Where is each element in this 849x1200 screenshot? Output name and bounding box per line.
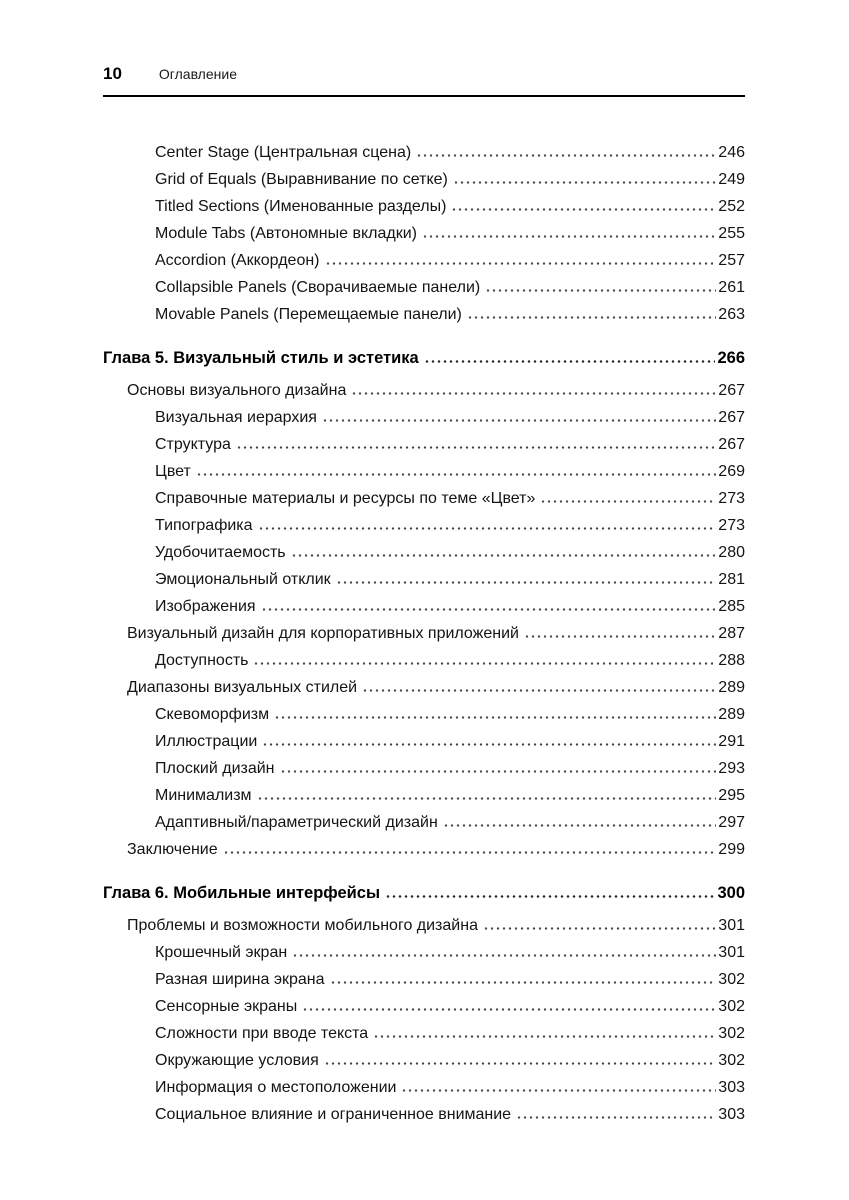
- toc-entry-title: Titled Sections (Именованные разделы): [155, 198, 447, 215]
- toc-entry-page: 301: [718, 917, 745, 934]
- toc-entry: [103, 377, 745, 404]
- toc-entry-page: 267: [718, 436, 745, 453]
- toc-entry: [103, 1101, 745, 1128]
- toc-entry-page: 291: [718, 733, 745, 750]
- toc-entry-page: 263: [718, 306, 745, 323]
- toc-entry: [103, 728, 745, 755]
- toc-entry-page: 293: [718, 760, 745, 777]
- toc-entry-title: Удобочитаемость: [155, 544, 286, 561]
- toc-entry-page: 269: [718, 463, 745, 480]
- toc-entry-title: Эмоциональный отклик: [155, 571, 331, 588]
- toc-entry-title: Module Tabs (Автономные вкладки): [155, 225, 417, 242]
- toc-entry: [103, 620, 745, 647]
- toc-entry-page: 288: [718, 652, 745, 669]
- toc-entry-page: 289: [718, 706, 745, 723]
- toc-entry-title: Справочные материалы и ресурсы по теме «Цвет»: [155, 490, 536, 507]
- toc-entry-page: 297: [718, 814, 745, 831]
- toc-entry: [103, 301, 745, 328]
- dot-leader: [401, 1089, 716, 1092]
- toc-entry-page: 252: [718, 198, 745, 215]
- toc-entry-title: Визуальная иерархия: [155, 409, 317, 426]
- toc-entry: [103, 880, 745, 907]
- toc-entry-page: 246: [718, 144, 745, 161]
- toc-entry-title: Типографика: [155, 517, 253, 534]
- toc-entry: [103, 966, 745, 993]
- toc-entry: [103, 539, 745, 566]
- dot-leader: [291, 554, 717, 557]
- dot-leader: [330, 981, 717, 984]
- dot-leader: [422, 235, 716, 238]
- toc-entry-title: Глава 5. Визуальный стиль и эстетика: [103, 349, 419, 367]
- dot-leader: [362, 689, 716, 692]
- toc-entry-title: Социальное влияние и ограниченное внимание: [155, 1106, 512, 1123]
- toc-entry-page: 303: [718, 1079, 745, 1096]
- toc-entry-page: 285: [718, 598, 745, 615]
- dot-leader: [451, 208, 716, 211]
- toc-entry-page: 289: [718, 679, 745, 696]
- dot-leader: [257, 797, 717, 800]
- running-header-title: Оглавление: [158, 66, 237, 82]
- dot-leader: [336, 581, 717, 584]
- dot-leader: [324, 1062, 717, 1065]
- toc-entry-title: Минимализм: [155, 787, 252, 804]
- dot-leader: [453, 181, 716, 184]
- dot-leader: [351, 392, 716, 395]
- toc-entry-page: 281: [718, 571, 745, 588]
- dot-leader: [524, 635, 716, 638]
- dot-leader: [236, 446, 716, 449]
- dot-leader: [424, 360, 716, 363]
- toc-entry-title: Accordion (Аккордеон): [155, 252, 320, 269]
- toc-entry-page: 301: [718, 944, 745, 961]
- dot-leader: [540, 500, 716, 503]
- toc-entry-page: 249: [718, 171, 745, 188]
- dot-leader: [485, 289, 716, 292]
- dot-leader: [261, 608, 717, 611]
- dot-leader: [292, 954, 716, 957]
- toc-entry-page: 295: [718, 787, 745, 804]
- toc-entry: [103, 939, 745, 966]
- dot-leader: [258, 527, 717, 530]
- toc-entry-page: 267: [718, 409, 745, 426]
- dot-leader: [373, 1035, 716, 1038]
- toc-entry: [103, 912, 745, 939]
- toc-entry: [103, 220, 745, 247]
- toc-entry-page: 255: [718, 225, 745, 242]
- dot-leader: [443, 824, 717, 827]
- toc-entry-title: Скевоморфизм: [155, 706, 270, 723]
- toc-entry-title: Grid of Equals (Выравнивание по сетке): [155, 171, 448, 188]
- toc-entry-title: Collapsible Panels (Сворачиваемые панели): [155, 279, 481, 296]
- toc-entry: [103, 1047, 745, 1074]
- toc-entry-page: 273: [718, 490, 745, 507]
- dot-leader: [416, 154, 716, 157]
- toc-entry-page: 302: [718, 998, 745, 1015]
- toc-entry-page: 287: [718, 625, 745, 642]
- toc-entry: [103, 485, 745, 512]
- dot-leader: [302, 1008, 716, 1011]
- toc-entry: [103, 836, 745, 863]
- dot-leader: [325, 262, 717, 265]
- dot-leader: [274, 716, 716, 719]
- toc-entry-title: Окружающие условия: [155, 1052, 319, 1069]
- toc-entry: [103, 512, 745, 539]
- dot-leader: [223, 851, 717, 854]
- toc-entry-title: Визуальный дизайн для корпоративных приложений: [127, 625, 519, 642]
- toc-entry: [103, 458, 745, 485]
- toc-entry-title: Проблемы и возможности мобильного дизайна: [127, 917, 478, 934]
- toc-entry-page: 302: [718, 1025, 745, 1042]
- toc-entry: [103, 755, 745, 782]
- toc-entry: [103, 993, 745, 1020]
- page-header: [103, 64, 745, 84]
- toc-entry-title: Изображения: [155, 598, 256, 615]
- toc-entry: [103, 193, 745, 220]
- toc-entry-title: Заключение: [127, 841, 218, 858]
- toc-entry: [103, 701, 745, 728]
- toc-entry: [103, 166, 745, 193]
- toc-entry-page: 302: [718, 1052, 745, 1069]
- toc-list: [103, 139, 745, 1128]
- toc-entry-page: 266: [717, 349, 745, 367]
- dot-leader: [516, 1116, 716, 1119]
- dot-leader: [280, 770, 717, 773]
- header-rule: [103, 95, 745, 97]
- toc-entry-title: Адаптивный/параметрический дизайн: [155, 814, 438, 831]
- toc-entry-page: 261: [718, 279, 745, 296]
- dot-leader: [253, 662, 716, 665]
- toc-entry-title: Глава 6. Мобильные интерфейсы: [103, 884, 381, 902]
- toc-entry: [103, 404, 745, 431]
- toc-entry-title: Основы визуального дизайна: [127, 382, 347, 399]
- toc-entry-title: Сложности при вводе текста: [155, 1025, 369, 1042]
- toc-entry-title: Movable Panels (Перемещаемые панели): [155, 306, 462, 323]
- toc-entry-title: Плоский дизайн: [155, 760, 275, 777]
- toc-entry: [103, 345, 745, 372]
- dot-leader: [322, 419, 716, 422]
- toc-entry-title: Цвет: [155, 463, 191, 480]
- toc-entry-title: Информация о местоположении: [155, 1079, 397, 1096]
- toc-entry: [103, 1020, 745, 1047]
- dot-leader: [385, 895, 715, 898]
- toc-entry: [103, 782, 745, 809]
- toc-entry-title: Center Stage (Центральная сцена): [155, 144, 412, 161]
- toc-entry-page: 302: [718, 971, 745, 988]
- toc-entry: [103, 809, 745, 836]
- dot-leader: [483, 927, 716, 930]
- toc-entry-page: 267: [718, 382, 745, 399]
- toc-entry: [103, 674, 745, 701]
- toc-entry-title: Крошечный экран: [155, 944, 288, 961]
- dot-leader: [196, 473, 716, 476]
- toc-entry-page: 273: [718, 517, 745, 534]
- toc-entry-page: 299: [718, 841, 745, 858]
- toc-entry-page: 303: [718, 1106, 745, 1123]
- toc-entry-title: Диапазоны визуальных стилей: [127, 679, 358, 696]
- toc-entry-page: 257: [718, 252, 745, 269]
- toc-entry: [103, 647, 745, 674]
- page-number: 10: [103, 64, 122, 83]
- toc-entry: [103, 566, 745, 593]
- toc-entry-page: 280: [718, 544, 745, 561]
- toc-entry: [103, 1074, 745, 1101]
- toc-entry-title: Структура: [155, 436, 231, 453]
- toc-entry: [103, 593, 745, 620]
- toc-entry: [103, 274, 745, 301]
- toc-entry: [103, 431, 745, 458]
- toc-entry-title: Доступность: [155, 652, 249, 669]
- toc-entry-page: 300: [717, 884, 745, 902]
- toc-entry-title: Иллюстрации: [155, 733, 258, 750]
- dot-leader: [262, 743, 716, 746]
- dot-leader: [467, 316, 716, 319]
- toc-entry: [103, 139, 745, 166]
- toc-entry: [103, 247, 745, 274]
- toc-entry-title: Разная ширина экрана: [155, 971, 325, 988]
- toc-entry-title: Сенсорные экраны: [155, 998, 298, 1015]
